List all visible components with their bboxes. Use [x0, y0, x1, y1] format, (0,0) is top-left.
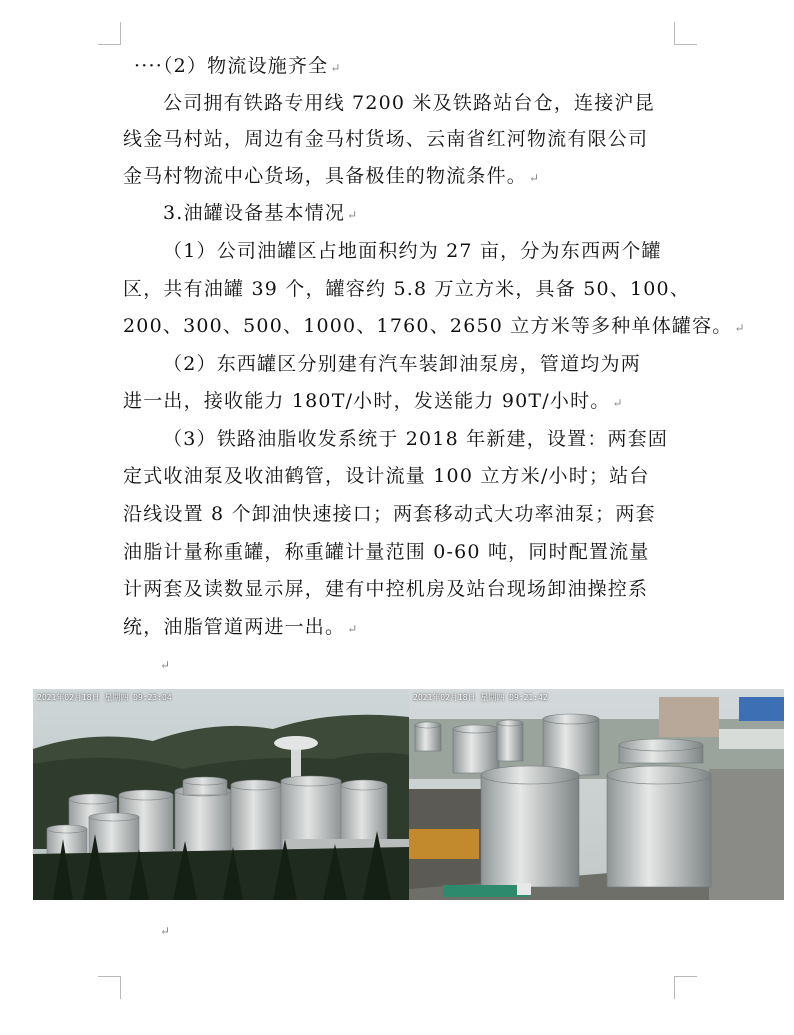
crop-mark-bottom-right: [674, 976, 697, 999]
photo-tank-farm-right: [409, 689, 784, 900]
paragraph-mark: ↵: [529, 171, 541, 185]
paragraph-mark: ↵: [347, 622, 359, 636]
heading-logistics: ····（2）物流设施齐全 ↵: [134, 55, 342, 77]
text-line: （3）铁路油脂收发系统于 2018 年新建，设置：两套固: [163, 428, 669, 450]
paragraph-mark: ↵: [612, 396, 624, 410]
crop-mark-bottom-left: [98, 976, 121, 999]
paragraph-mark: ↵: [160, 924, 171, 938]
text-line: 定式收油泵及收油鹤管，设计流量 100 立方米/小时；站台: [123, 465, 650, 487]
text-line: 区，共有油罐 39 个，罐容约 5.8 万立方米，具备 50、100、: [123, 278, 691, 300]
heading-tanks: 3.油罐设备基本情况 ↵: [163, 202, 359, 224]
text-line: 统，油脂管道两进一出。 ↵: [123, 616, 359, 638]
text-line: 200、300、500、1000、1760、2650 立方米等多种单体罐容。 ↵: [123, 315, 746, 337]
text-line: （2）东西罐区分别建有汽车装卸油泵房，管道均为两: [163, 353, 641, 375]
photo-tank-farm-left: [33, 689, 409, 900]
photo-timestamp: 2021年02月18日 星期四 09:21:42: [413, 693, 548, 702]
text-line: 沿线设置 8 个卸油快速接口；两套移动式大功率油泵；两套: [123, 503, 656, 525]
text-line: （1）公司油罐区占地面积约为 27 亩，分为东西两个罐: [163, 240, 662, 262]
paragraph-mark: ↵: [347, 208, 359, 222]
text-line: 油脂计量称重罐，称重罐计量范围 0-60 吨，同时配置流量: [123, 541, 650, 563]
paragraph-mark: ↵: [734, 321, 746, 335]
text-line: 线金马村站，周边有金马村货场、云南省红河物流有限公司: [123, 128, 649, 150]
photo-timestamp: 2021年02月18日 星期四 09:23:04: [37, 693, 172, 702]
text-line: 公司拥有铁路专用线 7200 米及铁路站台仓，连接沪昆: [163, 92, 655, 114]
text-line: 计两套及读数显示屏，建有中控机房及站台现场卸油操控系: [123, 578, 649, 600]
paragraph-mark: ↵: [160, 658, 171, 672]
crop-mark-top-left: [98, 22, 121, 45]
text-line: 金马村物流中心货场，具备极佳的物流条件。 ↵: [123, 165, 541, 187]
text-line: 进一出，接收能力 180T/小时，发送能力 90T/小时。 ↵: [123, 390, 624, 412]
crop-mark-top-right: [674, 22, 697, 45]
paragraph-mark: ↵: [330, 61, 342, 75]
